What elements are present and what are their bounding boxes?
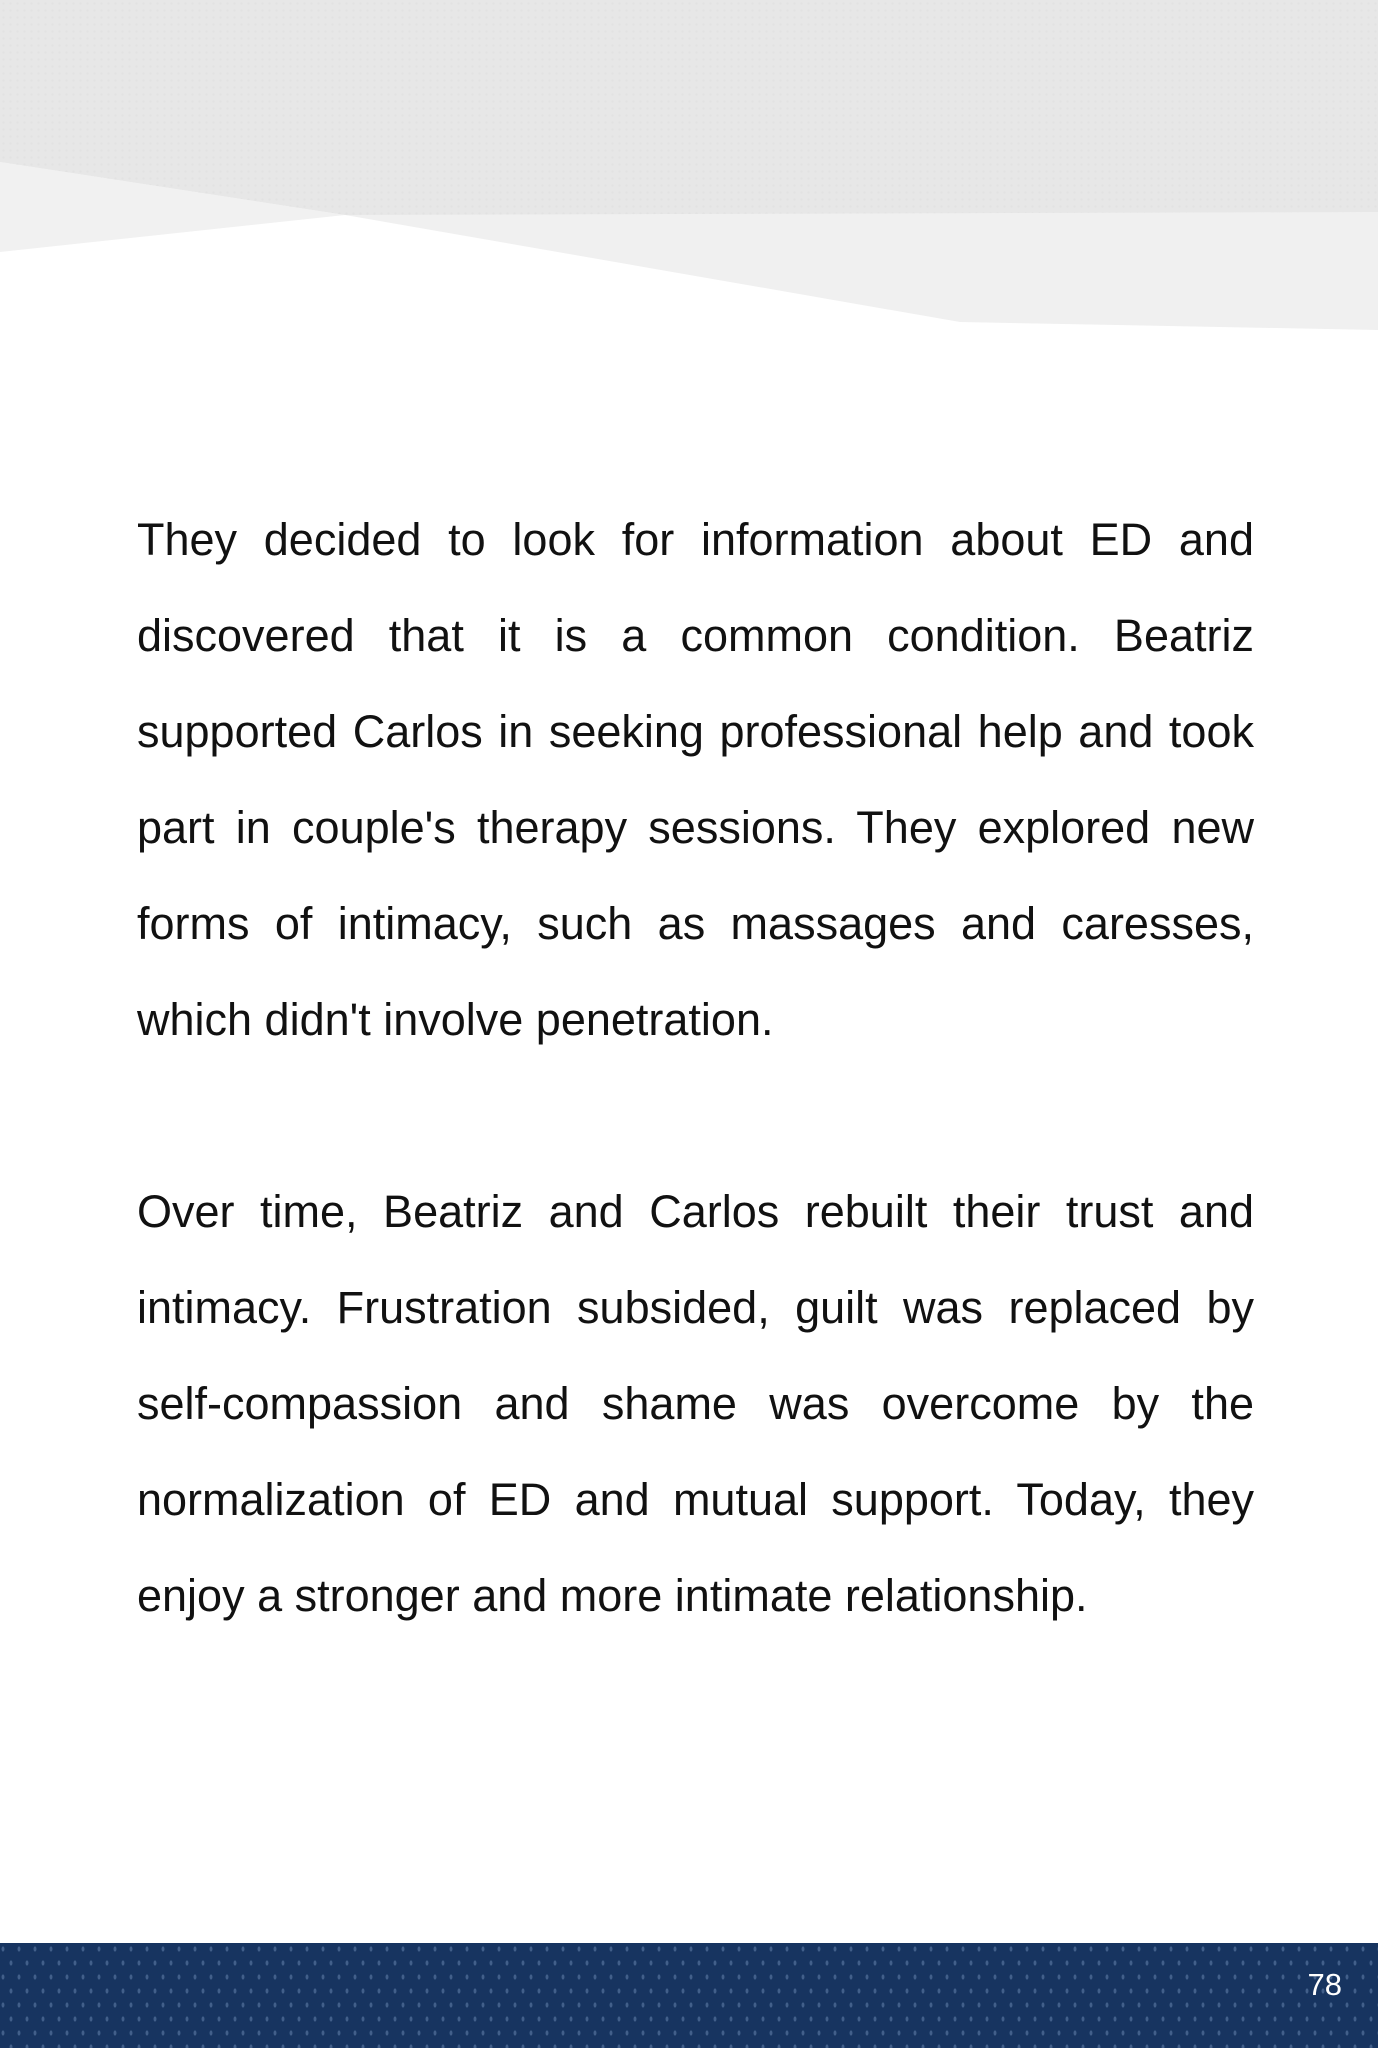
paragraph: They decided to look for information about ED and discovered that it is a common condition. Beatriz supported Carlos in seeking professional help and took part in couple's therapy sessions. They explored new forms of intimacy, such as massages and caresses, which didn't involve penetration. <box>137 514 1254 1045</box>
header-polygon-main <box>0 0 1378 340</box>
page-number: 78 <box>1307 1966 1342 2002</box>
header-decoration <box>0 0 1378 340</box>
header-polygon-right-band <box>0 0 1378 340</box>
paragraph: Over time, Beatriz and Carlos rebuilt their trust and intimacy. Frustration subsided, guilt was replaced by self-compassion and shame was overcome by the normalization of ED and mutual support. Today, they enjoy a stronger and more intimate relationship. <box>137 1186 1254 1621</box>
footer-bar <box>0 1943 1378 2048</box>
body-text <box>137 492 1254 1644</box>
header-polygon-left-wedge <box>0 0 1378 340</box>
